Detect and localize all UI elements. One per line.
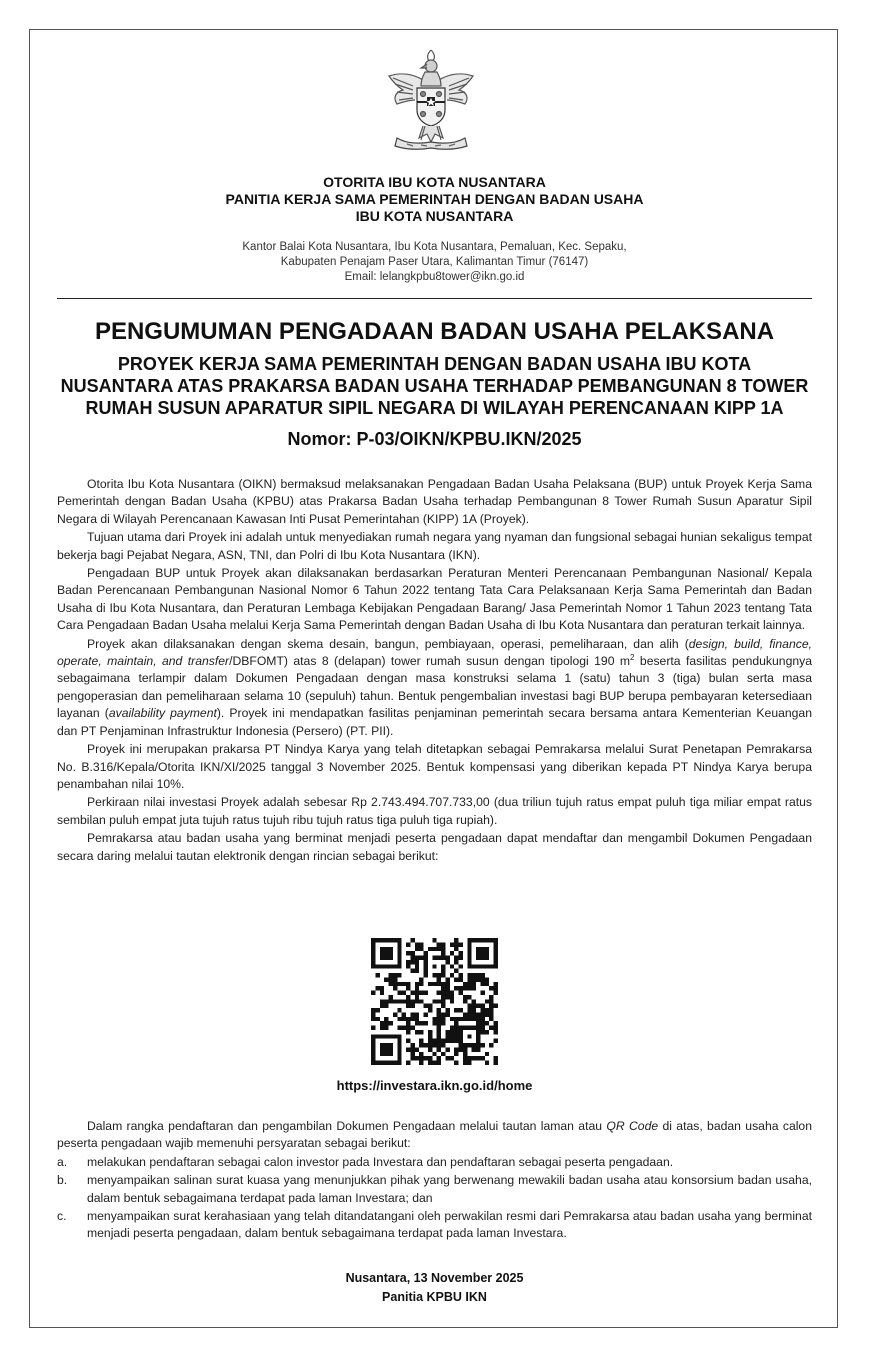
announcement-subtitle bbox=[57, 353, 812, 419]
paragraph-5: Proyek ini merupakan prakarsa PT Nindya Karya yang telah ditetapkan sebagai Pemrakarsa melalui Surat Penetapan Pemrakarsa No. B.316/Kepala/Otorita IKN/XI/2025 tanggal 3 November 2025. Bentuk kompensasi yang diberikan kepada PT Nindya Karya berupa penambahan nilai 10%. bbox=[57, 742, 812, 791]
subtitle-line-1: PROYEK KERJA SAMA PEMERINTAH DENGAN BADAN USAHA IBU KOTA bbox=[117, 354, 752, 374]
paragraph-4-italic-2: availability payment bbox=[108, 706, 217, 721]
requirement-text: menyampaikan salinan surat kuasa yang menunjukkan pihak yang berwenang mewakili badan usaha atau konsorsium badan usaha, dalam bentuk sebagaimana terdapat pada laman Investara; dan bbox=[87, 1173, 812, 1205]
header-divider bbox=[57, 298, 812, 299]
requirements-section bbox=[57, 1118, 812, 1244]
paragraph-1: Otorita Ibu Kota Nusantara (OIKN) bermaksud melaksanakan Pengadaan Badan Usaha Pelaksana (BUP) untuk Proyek Kerja Sama Pemerintah dengan Badan Usaha (KPBU) atas Prakarsa Badan Usaha terhadap Pembangunan 8 Tower Rumah Susun Aparatur Sipil Negara di Wilayah Perencanaan Kawasan Inti Pusat Pemerintahan (KIPP) 1A (Proyek). bbox=[57, 477, 812, 526]
paragraph-7: Pemrakarsa atau badan usaha yang berminat menjadi peserta pengadaan dapat mendaftar dan mengambil Dokumen Pengadaan secara daring melalui tautan elektronik dengan rincian sebagai berikut: bbox=[57, 831, 812, 863]
requirements-intro-text-a: Dalam rangka pendaftaran dan pengambilan Dokumen Pengadaan melalui tautan laman atau bbox=[87, 1119, 607, 1133]
signature-block bbox=[57, 1269, 812, 1307]
subtitle-line-3: RUMAH SUSUN APARATUR SIPIL NEGARA DI WILAYAH PERENCANAAN KIPP 1A bbox=[85, 398, 784, 418]
org-name-line-2: PANITIA KERJA SAMA PEMERINTAH DENGAN BADAN USAHA bbox=[225, 191, 644, 207]
address-line-2: Kabupaten Penajam Paser Utara, Kalimantan Timur (76147) bbox=[280, 256, 589, 268]
requirement-item bbox=[57, 1208, 812, 1243]
requirement-text: melakukan pendaftaran sebagai calon investor pada Investara dan pendaftaran sebagai peserta pengadaan. bbox=[87, 1154, 674, 1169]
registration-link[interactable]: https://investara.ikn.go.id/home bbox=[336, 1078, 533, 1093]
paragraph-4-text-b: /DBFOMT) atas 8 (delapan) tower rumah susun dengan tipologi 190 m bbox=[229, 654, 631, 669]
paragraph-3: Pengadaan BUP untuk Proyek akan dilaksanakan berdasarkan Peraturan Menteri Perencanaan Pembangunan Nasional/ Kepala Badan Perencanaan Pembangunan Nasional Nomor 6 Tahun 2022 tentang Tata Cara Pelaksanaan Kerja Sama Pemerintah dan Badan Usaha di Ibu Kota Nusantara, dan Peraturan Lembaga Kebijakan Pengadaan Barang/ Jasa Pemerintah Nomor 1 Tahun 2023 tentang Tata Cara Pengadaan Badan Usaha melalui Kerja Sama Pemerintah dengan Badan Usaha di Ibu Kota Nusantara dan peraturan terkait lainnya. bbox=[57, 566, 812, 633]
paragraph-4 bbox=[57, 636, 812, 740]
place-date: Nusantara, 13 November 2025 bbox=[345, 1271, 524, 1285]
announcement-body bbox=[57, 476, 812, 866]
requirement-marker: c. bbox=[57, 1209, 67, 1224]
requirement-item bbox=[57, 1154, 812, 1171]
requirement-marker: b. bbox=[57, 1173, 68, 1188]
org-name-line-1: OTORITA IBU KOTA NUSANTARA bbox=[323, 174, 546, 190]
requirements-intro-text-b: di atas, badan usaha calon peserta pengadaan wajib memenuhi persyaratan sebagai berikut: bbox=[57, 1119, 812, 1151]
announcement-title: PENGUMUMAN PENGADAAN BADAN USAHA PELAKSANA bbox=[94, 318, 775, 345]
requirements-intro bbox=[57, 1118, 812, 1153]
paragraph-4-superscript: 2 bbox=[630, 653, 635, 662]
address-line-1: Kantor Balai Kota Nusantara, Ibu Kota Nusantara, Pemaluan, Kec. Sepaku, bbox=[242, 241, 627, 253]
email-line: Email: lelangkpbu8tower@ikn.go.id bbox=[344, 271, 525, 283]
requirement-item bbox=[57, 1172, 812, 1207]
garuda-emblem-icon bbox=[383, 46, 479, 154]
paragraph-4-text-d: ). Proyek ini mendapatkan fasilitas penjaminan pemerintah secara bersama antara Kementerian Keuangan dan PT Penjaminan Infrastruktur Indonesia (Persero) (PT. PII). bbox=[57, 706, 812, 738]
requirements-intro-italic: QR Code bbox=[606, 1119, 659, 1133]
subtitle-line-2: NUSANTARA ATAS PRAKARSA BADAN USAHA TERHADAP PEMBANGUNAN 8 TOWER bbox=[60, 376, 809, 396]
org-name-line-3: IBU KOTA NUSANTARA bbox=[355, 208, 514, 224]
committee-name: Panitia KPBU IKN bbox=[382, 1290, 487, 1304]
paragraph-2: Tujuan utama dari Proyek ini adalah untuk menyediakan rumah negara yang nyaman dan fungsional sebagai hunian sekaligus tempat bekerja bagi Pejabat Negara, ASN, TNI, dan Polri di Ibu Kota Nusantara (IKN). bbox=[57, 530, 812, 562]
paragraph-4-italic-1: design, build, finance, operate, maintain, and transfer bbox=[57, 636, 812, 669]
paragraph-4-text-a: Proyek akan dilaksanakan dengan skema desain, bangun, pembiayaan, operasi, pemeliharaan, dan alih ( bbox=[87, 636, 689, 651]
paragraph-4-text-c: beserta fasilitas pendukungnya sebagaimana terlampir dalam Dokumen Pengadaan dengan masa konstruksi selama 1 (satu) tahun 3 (tiga) bulan serta masa pengoperasian dan pemeliharaan selama 10 (sepuluh) tahun. Bentuk pengembalian investasi bagi BUP berupa pembayaran ketersediaan layanan ( bbox=[57, 654, 812, 721]
requirement-text: menyampaikan surat kerahasiaan yang telah ditandatangani oleh perwakilan resmi dari Pemrakarsa atau badan usaha yang berminat menjadi peserta pengadaan, dalam bentuk sebagaimana terdapat pada laman Investara. bbox=[87, 1209, 812, 1241]
announcement-number: Nomor: P-03/OIKN/KPBU.IKN/2025 bbox=[287, 429, 582, 449]
paragraph-6: Perkiraan nilai investasi Proyek adalah sebesar Rp 2.743.494.707.733,00 (dua triliun tujuh ratus empat puluh tiga miliar empat ratus sembilan puluh empat juta tujuh ratus tujuh ribu tujuh ratus tiga puluh tiga rupiah). bbox=[57, 795, 812, 827]
requirement-marker: a. bbox=[57, 1154, 68, 1169]
qr-code-icon[interactable] bbox=[371, 938, 498, 1065]
